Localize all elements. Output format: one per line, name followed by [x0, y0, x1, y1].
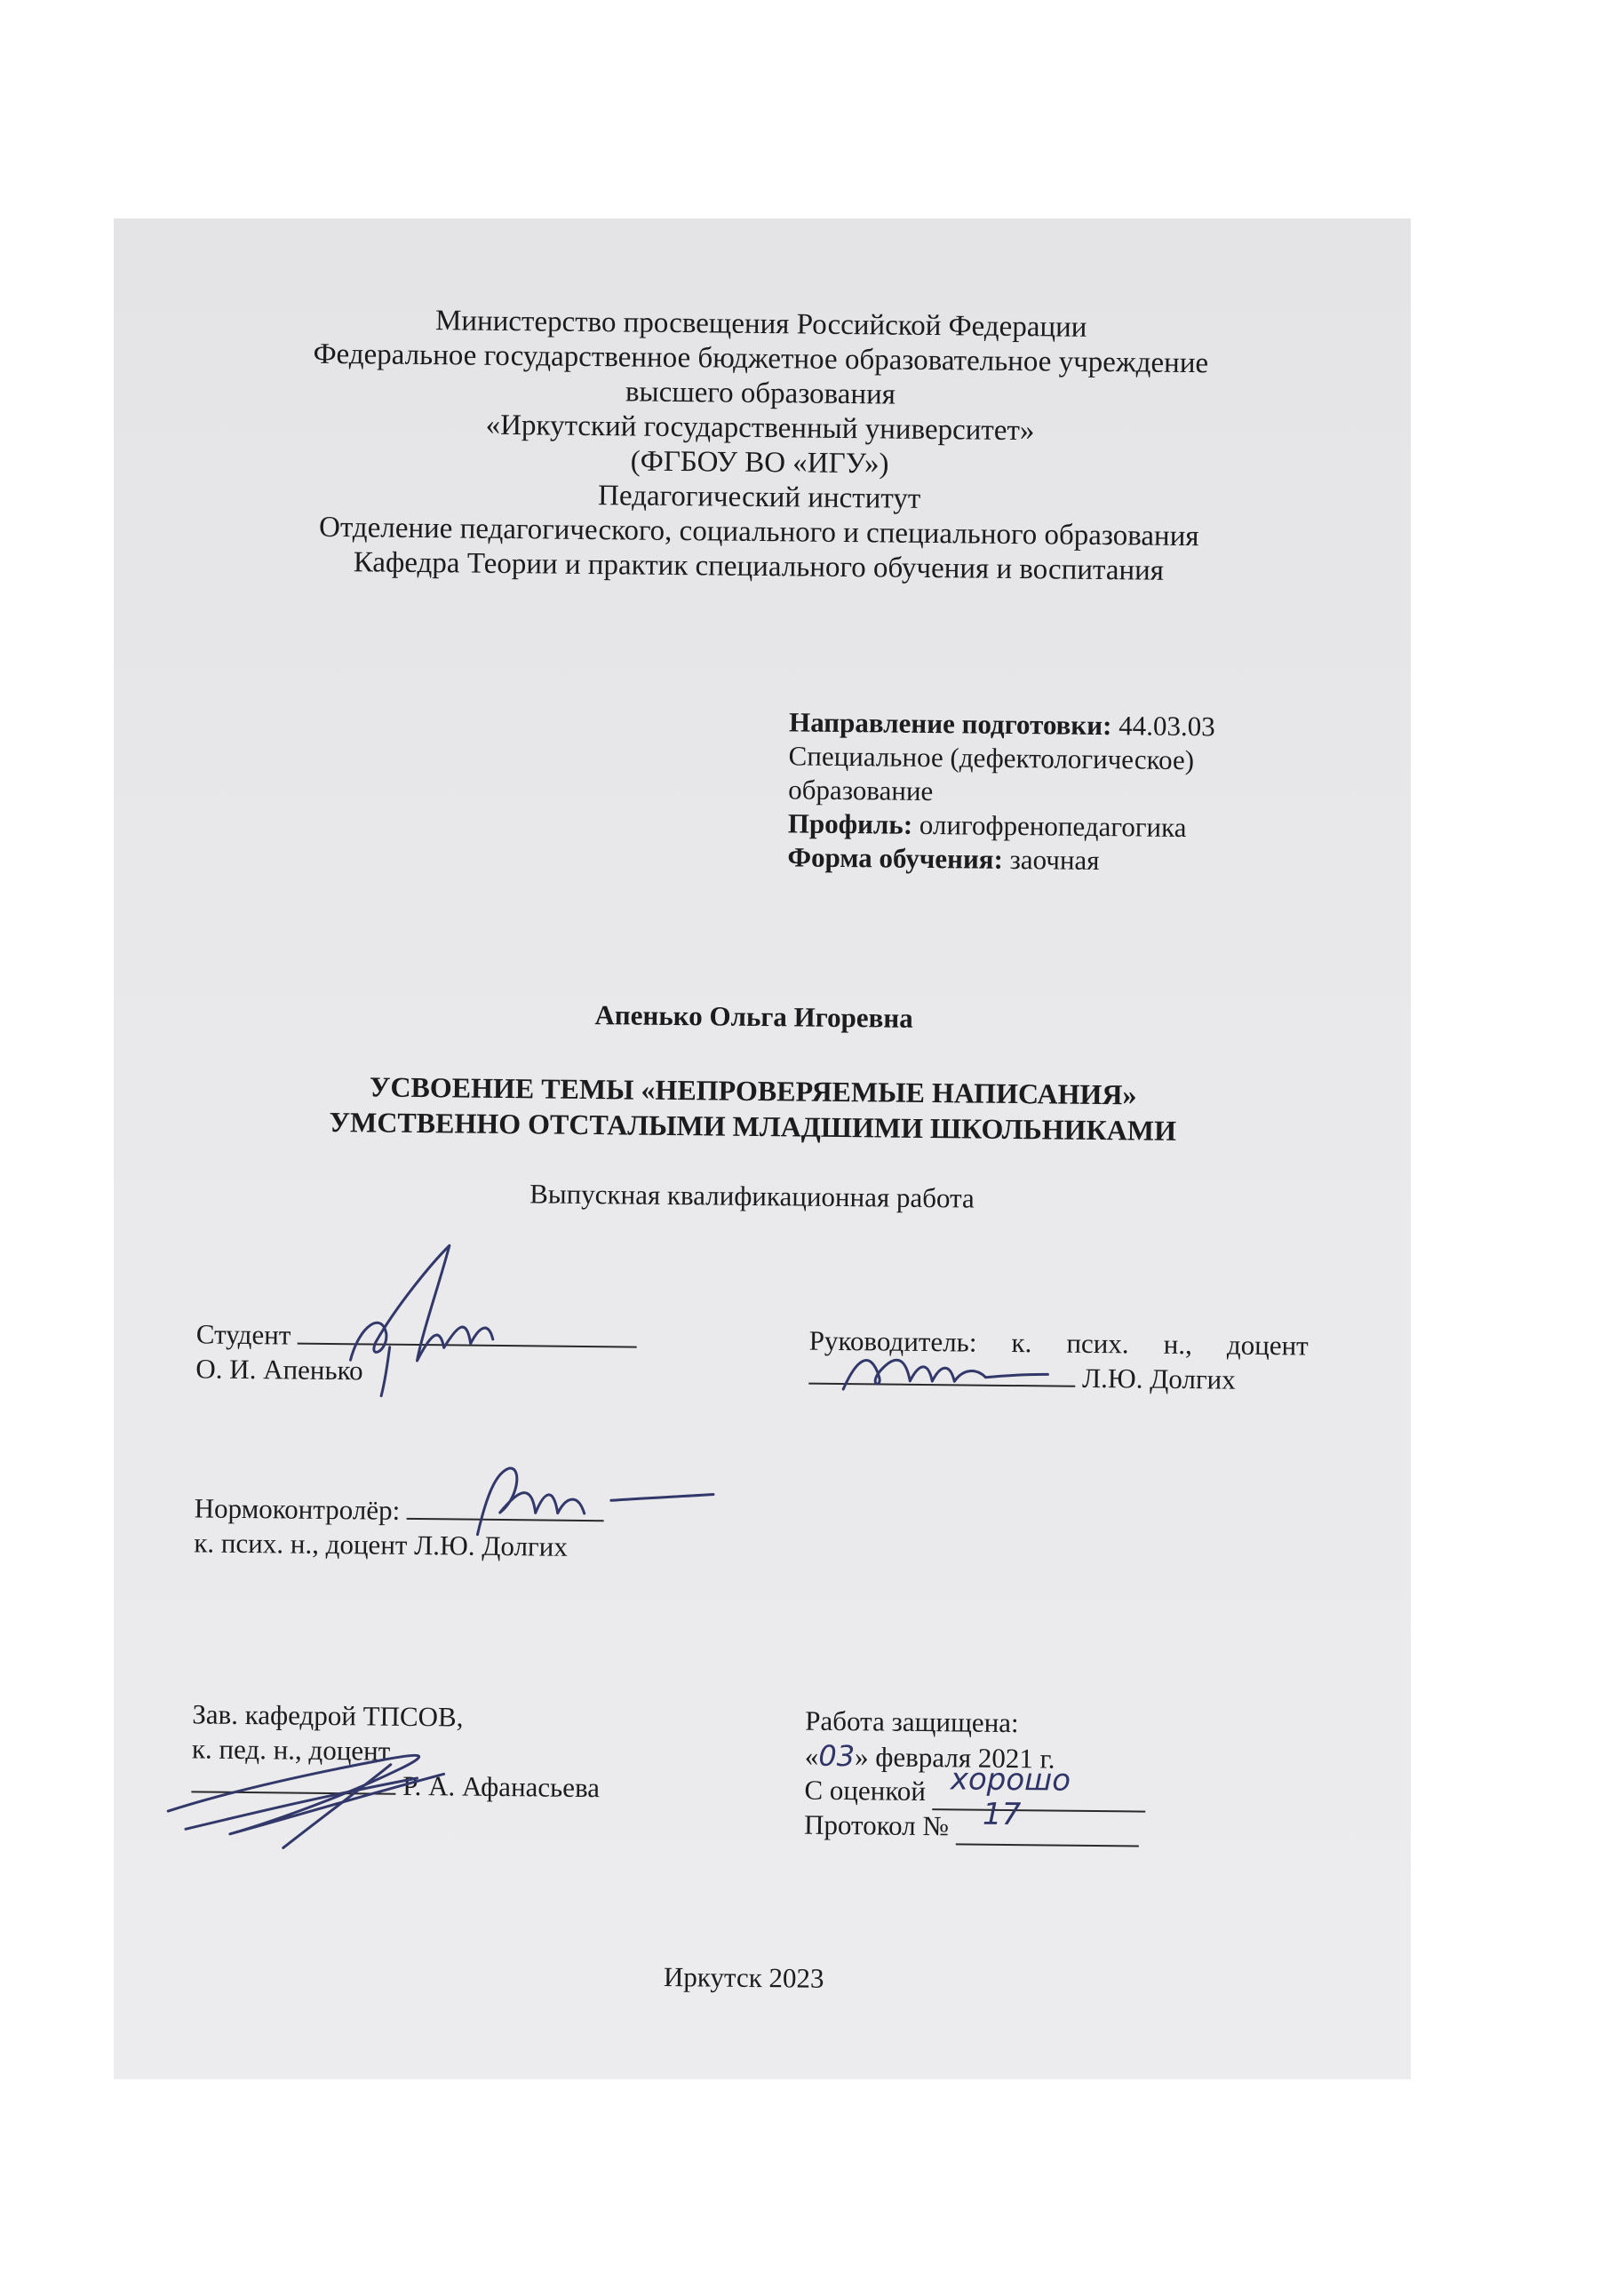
document-page [114, 218, 1411, 2079]
supervisor-degree-4: доцент [1226, 1329, 1309, 1362]
protocol-value: 17 [982, 1796, 1022, 1833]
university-name-line: «Иркутский государственный университет» [485, 409, 1035, 448]
direction-name-2: образование [788, 774, 934, 807]
profile-label: Профиль: [787, 807, 913, 840]
department-line: Отделение педагогического, социального и специального образования [318, 511, 1199, 553]
page-content [114, 218, 1411, 2079]
supervisor-name: Л.Ю. Долгих [1081, 1362, 1236, 1395]
defense-date-rest: » февраля 2021 г. [854, 1741, 1055, 1775]
form-line [787, 840, 1099, 878]
protocol-underline [956, 1796, 1139, 1847]
head-label: Зав. кафедрой ТПСОВ, [192, 1698, 464, 1733]
city-year: Иркутск 2023 [663, 1960, 824, 1994]
normcontrol-label: Нормоконтролёр: [194, 1492, 401, 1526]
normcontrol-details: к. псих. н., доцент Л.Ю. Долгих [194, 1527, 569, 1562]
chair-line: Кафедра Теории и практик специального обучения и воспитания [353, 546, 1165, 587]
institution-type-line: Федеральное государственное бюджетное образовательное учреждение [313, 338, 1209, 380]
supervisor-degree-1: к. [1011, 1327, 1032, 1359]
student-signature-icon [332, 1227, 529, 1406]
student-label: Студент [195, 1318, 291, 1351]
thesis-title-line-1: УСВОЕНИЕ ТЕМЫ «НЕПРОВЕРЯЕМЫЕ НАПИСАНИЯ» [369, 1070, 1137, 1111]
direction-code: 44.03.03 [1118, 710, 1215, 743]
ministry-line: Министерство просвещения Российской Федерации [434, 305, 1087, 344]
university-abbr-line: (ФГБОУ ВО «ИГУ») [630, 445, 889, 481]
student-name: О. И. Апенько [195, 1353, 363, 1386]
protocol-label: Протокол № [803, 1808, 950, 1842]
profile-value: олигофренопедагогика [919, 808, 1187, 844]
grade-label: С оценкой [804, 1774, 927, 1807]
grade-underline [932, 1761, 1145, 1813]
head-name: Р. А. Афанасьева [402, 1769, 601, 1804]
normcontrol-signature-icon [455, 1450, 722, 1550]
author-name: Апенько Ольга Игоревна [594, 999, 913, 1034]
supervisor-label: Руководитель: [808, 1324, 977, 1358]
head-signature-icon [150, 1722, 507, 1859]
direction-line [789, 705, 1215, 743]
head-degree: к. пед. н., доцент [191, 1733, 391, 1767]
thesis-title-line-2: УМСТВЕННО ОТСТАЛЫМИ МЛАДШИМИ ШКОЛЬНИКАМИ [329, 1105, 1177, 1147]
supervisor-degree-2: псих. [1066, 1327, 1129, 1360]
direction-label: Направление подготовки: [788, 706, 1112, 742]
work-type: Выпускная квалификационная работа [529, 1178, 975, 1214]
form-value: заочная [1009, 843, 1100, 877]
protocol-line [803, 1796, 1139, 1847]
defense-label: Работа защищена: [805, 1704, 1019, 1739]
supervisor-degree-3: н., [1163, 1328, 1193, 1361]
direction-name-1: Специальное (дефектологическое) [788, 740, 1195, 776]
profile-line [788, 806, 1187, 845]
defense-date-day: 03 [818, 1738, 856, 1774]
grade-value: хорошо [950, 1761, 1071, 1799]
education-level-line: высшего образования [625, 376, 896, 411]
supervisor-signature-icon [830, 1340, 1062, 1405]
institute-line: Педагогический институт [597, 480, 921, 515]
grade-line [804, 1761, 1146, 1813]
form-label: Форма обучения: [787, 841, 1004, 875]
defense-date-open: « [804, 1740, 819, 1772]
